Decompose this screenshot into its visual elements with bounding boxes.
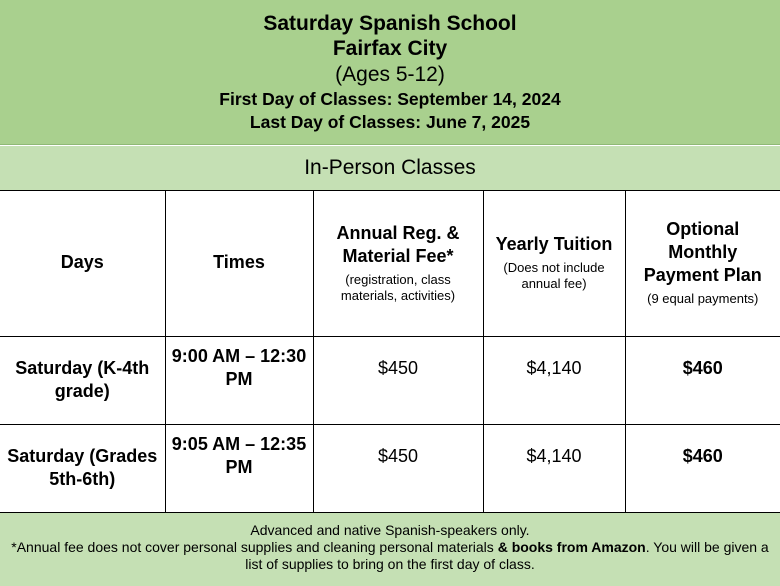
row-time-cell: 9:05 AM – 12:35 PM (165, 424, 313, 512)
table-row (0, 336, 780, 424)
row-fee-cell: $450 (313, 336, 483, 424)
age-range: (Ages 5-12) (335, 63, 445, 86)
row-fee-cell: $450 (313, 424, 483, 512)
yearly-tuition-title: Yearly Tuition (495, 234, 613, 255)
row-day-cell: Saturday (K-4th grade) (0, 336, 165, 424)
table-header-row (0, 190, 780, 336)
class-schedule-table (0, 190, 780, 513)
column-header-yearly-tuition (483, 190, 625, 336)
monthly-plan-title: Optional Monthly Payment Plan (643, 219, 762, 286)
row-day-cell: Saturday (Grades 5th-6th) (0, 424, 165, 512)
column-header-times: Times (165, 190, 313, 336)
last-day-of-classes: Last Day of Classes: June 7, 2025 (249, 112, 531, 132)
row-tuition-cell: $4,140 (483, 424, 625, 512)
school-title: Saturday Spanish School (263, 12, 517, 35)
first-day-of-classes: First Day of Classes: September 14, 2024 (219, 89, 561, 109)
row-monthly-cell: $460 (625, 424, 780, 512)
monthly-plan-note: (9 equal payments) (647, 291, 759, 307)
row-tuition-cell: $4,140 (483, 336, 625, 424)
header-banner (0, 0, 780, 145)
column-header-monthly-plan (625, 190, 780, 336)
column-header-days: Days (0, 190, 165, 336)
books-note: & books from Amazon (497, 539, 646, 555)
footer-notes (0, 512, 780, 586)
row-time-cell: 9:00 AM – 12:30 PM (165, 336, 313, 424)
footer-note-speakers: Advanced and native Spanish-speakers only. (250, 522, 530, 538)
column-header-annual-fee (313, 190, 483, 336)
footer-note-fee: *Annual fee does not cover personal supplies and cleaning personal materials & books from Amazon. You will be given a list of supplies to bring on the first day of class. (11, 539, 769, 572)
annual-fee-title: Annual Reg. & Material Fee* (336, 222, 460, 266)
row-monthly-cell: $460 (625, 336, 780, 424)
table-row (0, 424, 780, 512)
school-location: Fairfax City (332, 37, 448, 60)
section-title: In-Person Classes (0, 146, 780, 191)
yearly-tuition-note: (Does not include annual fee) (503, 260, 605, 292)
annual-fee-note: (registration, class materials, activities) (340, 271, 456, 303)
